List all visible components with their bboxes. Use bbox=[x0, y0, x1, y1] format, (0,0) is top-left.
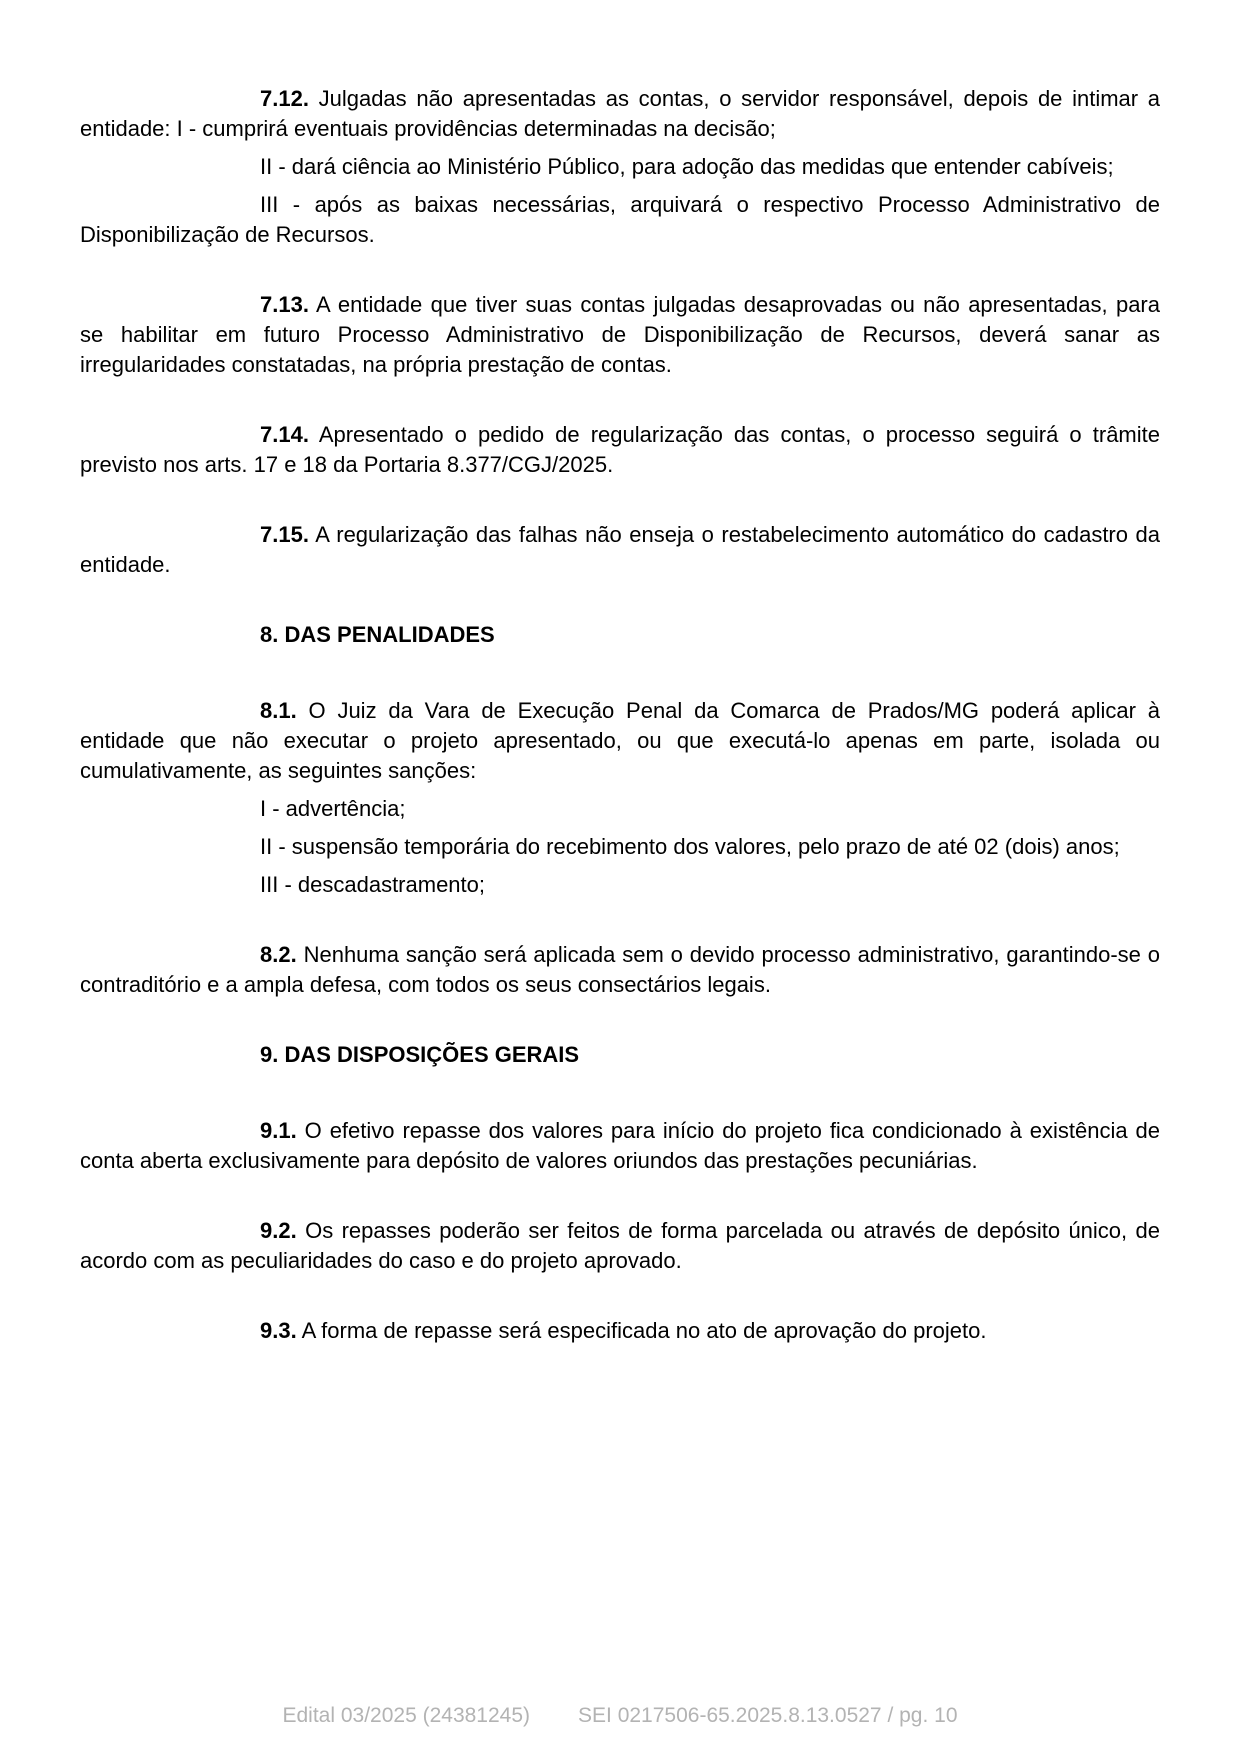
subitem-ii-8-1 bbox=[80, 832, 1160, 862]
paragraph-text: III - após as baixas necessárias, arquivará o respectivo Processo Administrativo de Disponibilização de Recursos. bbox=[80, 192, 1160, 247]
paragraph-text: O efetivo repasse dos valores para início do projeto fica condicionado à existência de conta aberta exclusivamente para depósito de valores oriundos das prestações pecuniárias. bbox=[80, 1118, 1160, 1173]
section-heading-8-das-penalidades bbox=[80, 620, 1160, 650]
item-number: 7.14. bbox=[260, 422, 309, 447]
item-number: 8.1. bbox=[260, 698, 297, 723]
heading-text: 9. DAS DISPOSIÇÕES GERAIS bbox=[260, 1042, 580, 1067]
heading-text: 8. DAS PENALIDADES bbox=[260, 622, 495, 647]
item-number: 9.1. bbox=[260, 1118, 297, 1143]
paragraph-9-3 bbox=[80, 1316, 1160, 1346]
subitem-ii-7-12 bbox=[80, 152, 1160, 182]
item-number: 7.13. bbox=[260, 292, 309, 317]
paragraph-text: Julgadas não apresentadas as contas, o servidor responsável, depois de intimar a entidade: I - cumprirá eventuais providências determinadas na decisão; bbox=[80, 86, 1160, 141]
paragraph-text: O Juiz da Vara de Execução Penal da Comarca de Prados/MG poderá aplicar à entidade que não executar o projeto apresentado, ou que executá-lo apenas em parte, isolada ou cumulativamente, as seguintes sanções: bbox=[80, 698, 1160, 783]
paragraph-text: II - suspensão temporária do recebimento dos valores, pelo prazo de até 02 (dois) anos; bbox=[260, 834, 1120, 859]
section-heading-9-das-disposicoes-gerais bbox=[80, 1040, 1160, 1070]
paragraph-9-2 bbox=[80, 1216, 1160, 1276]
paragraph-7-13 bbox=[80, 290, 1160, 380]
footer-sei-page-reference: SEI 0217506-65.2025.8.13.0527 / pg. 10 bbox=[578, 1704, 958, 1727]
paragraph-7-14 bbox=[80, 420, 1160, 480]
subitem-iii-7-12 bbox=[80, 190, 1160, 250]
paragraph-text: A regularização das falhas não enseja o restabelecimento automático do cadastro da entidade. bbox=[80, 522, 1160, 577]
paragraph-text: A forma de repasse será especificada no ato de aprovação do projeto. bbox=[296, 1318, 987, 1343]
paragraph-7-12 bbox=[80, 84, 1160, 144]
paragraph-text: Nenhuma sanção será aplicada sem o devido processo administrativo, garantindo-se o contraditório e a ampla defesa, com todos os seus consectários legais. bbox=[80, 942, 1160, 997]
footer-edital-reference: Edital 03/2025 (24381245) bbox=[282, 1704, 531, 1727]
paragraph-text: A entidade que tiver suas contas julgadas desaprovadas ou não apresentadas, para se habilitar em futuro Processo Administrativo de Disponibilização de Recursos, deverá sanar as irregularidades constatadas, na própria prestação de contas. bbox=[80, 292, 1160, 377]
paragraph-text: III - descadastramento; bbox=[260, 872, 485, 897]
subitem-iii-8-1 bbox=[80, 870, 1160, 900]
item-number: 9.3. bbox=[260, 1318, 297, 1343]
paragraph-text: Apresentado o pedido de regularização das contas, o processo seguirá o trâmite previsto nos arts. 17 e 18 da Portaria 8.377/CGJ/2025. bbox=[80, 422, 1160, 477]
paragraph-7-15 bbox=[80, 520, 1160, 580]
item-number: 9.2. bbox=[260, 1218, 297, 1243]
paragraph-text: Os repasses poderão ser feitos de forma parcelada ou através de depósito único, de acordo com as peculiaridades do caso e do projeto aprovado. bbox=[80, 1218, 1160, 1273]
item-number: 7.12. bbox=[260, 86, 309, 111]
paragraph-9-1 bbox=[80, 1116, 1160, 1176]
paragraph-8-2 bbox=[80, 940, 1160, 1000]
paragraph-8-1 bbox=[80, 696, 1160, 786]
paragraph-text: II - dará ciência ao Ministério Público, para adoção das medidas que entender cabíveis; bbox=[260, 154, 1114, 179]
subitem-i-8-1 bbox=[80, 794, 1160, 824]
item-number: 8.2. bbox=[260, 942, 297, 967]
paragraph-text: I - advertência; bbox=[260, 796, 406, 821]
item-number: 7.15. bbox=[260, 522, 309, 547]
page-footer bbox=[0, 1702, 1240, 1730]
